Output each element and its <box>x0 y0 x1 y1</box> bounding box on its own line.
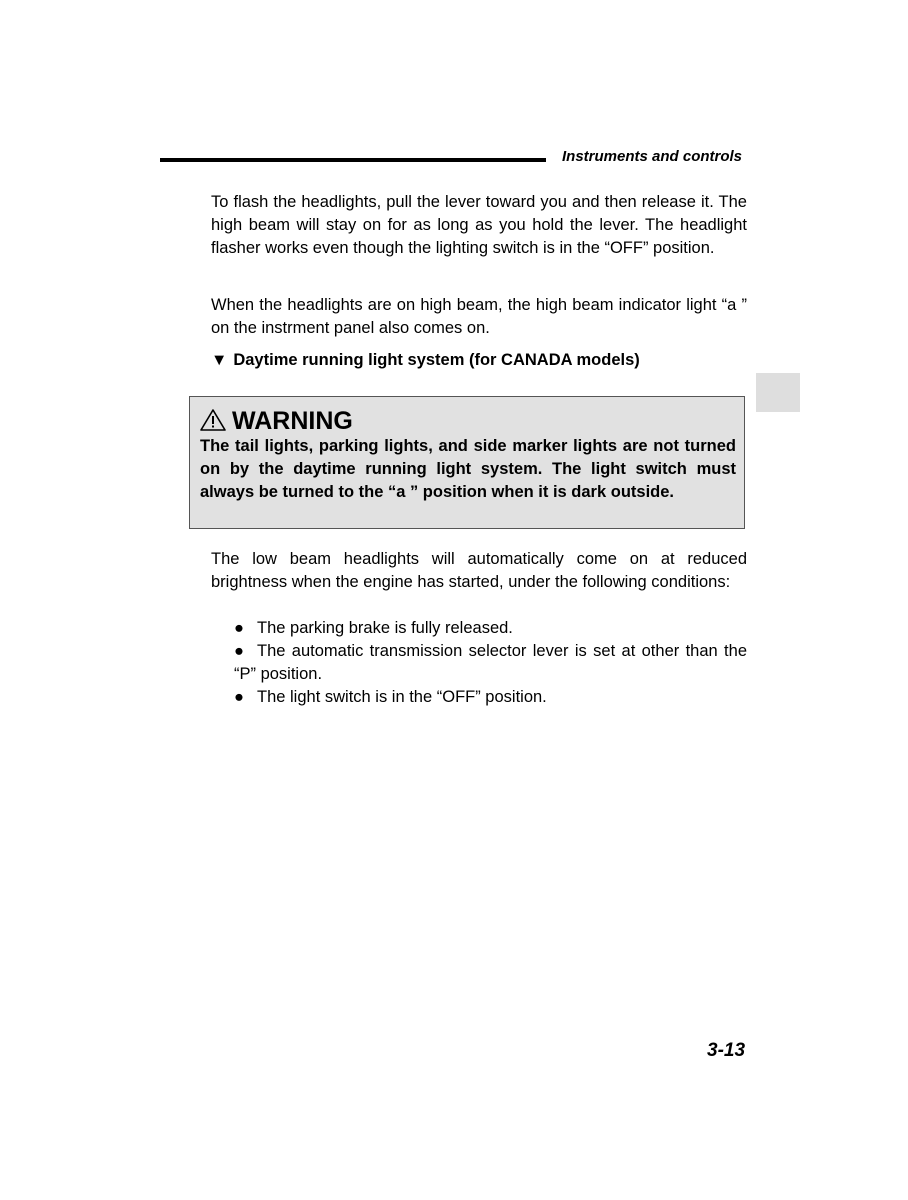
header-rule <box>160 158 546 162</box>
triangle-marker-icon: ▼ <box>211 351 228 369</box>
warning-box <box>189 396 745 529</box>
conditions-list <box>234 617 747 709</box>
list-item <box>234 617 747 640</box>
list-item <box>234 686 747 709</box>
paragraph-high-beam: When the headlights are on high beam, the high beam indicator light “a ” on the instrment panel also comes on. <box>211 296 747 337</box>
paragraph-flash: To flash the headlights, pull the lever toward you and then release it. The high beam will stay on for as long as you hold the lever. The headlight flasher works even though the lighting switch is in the “OFF” position. <box>211 193 747 257</box>
list-item-text: The automatic transmission selector lever is set at other than the “P” position. <box>234 642 747 683</box>
warning-title: WARNING <box>232 407 353 435</box>
subheading-text: Daytime running light system (for CANADA models) <box>233 351 640 369</box>
warning-text: The tail lights, parking lights, and side marker lights are not turned on by the daytime running light system. The light switch must always be turned to the “a ” position when it is dark outside. <box>200 437 736 501</box>
paragraph-low-beam: The low beam headlights will automatically come on at reduced brightness when the engine has started, under the following conditions: <box>211 550 747 591</box>
bullet-icon: ● <box>234 619 244 637</box>
warning-triangle-icon <box>200 408 226 432</box>
chapter-thumb-tab <box>756 373 800 412</box>
subheading <box>211 351 640 370</box>
bullet-icon: ● <box>234 642 244 660</box>
page-number: 3-13 <box>707 1040 746 1061</box>
list-item-text: The light switch is in the “OFF” position. <box>257 688 547 706</box>
warning-heading <box>200 407 353 435</box>
list-item-text: The parking brake is fully released. <box>257 619 513 637</box>
section-title: Instruments and controls <box>562 148 743 165</box>
list-item <box>234 640 747 686</box>
bullet-icon: ● <box>234 688 244 706</box>
